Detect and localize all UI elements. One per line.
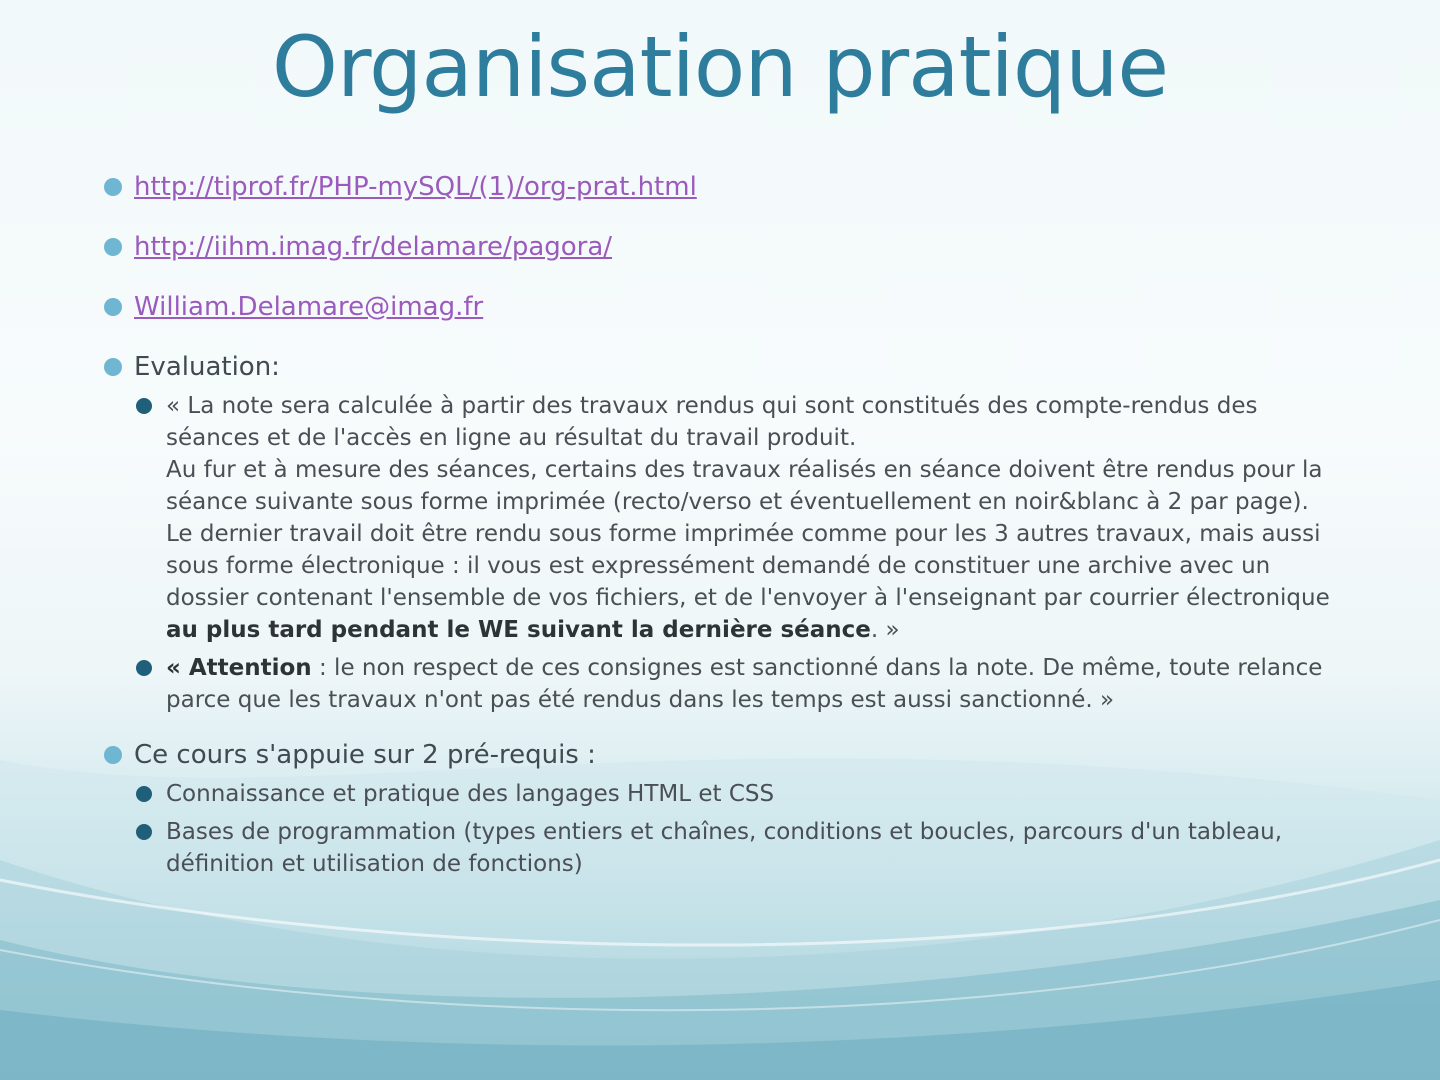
note-line: Au fur et à mesure des séances, certains des travaux réalisés en séance doivent être rendus pour la xyxy=(166,457,1323,483)
bullet-dot-icon xyxy=(104,746,122,764)
bullet-link-tiprof xyxy=(104,170,1334,204)
note-line: Le dernier travail doit être rendu sous forme imprimée comme pour les 3 autres travaux, mais aussi xyxy=(166,521,1321,547)
prereq-item-programming xyxy=(136,816,1334,880)
link-email[interactable]: William.Delamare@imag.fr xyxy=(134,292,484,322)
bullet-link-iihm xyxy=(104,230,1334,264)
slide-content xyxy=(104,170,1334,880)
bullet-dot-icon xyxy=(104,178,122,196)
bullet-dot-icon xyxy=(104,238,122,256)
bullet-dot-icon xyxy=(104,358,122,376)
link-iihm[interactable]: http://iihm.imag.fr/delamare/pagora/ xyxy=(134,232,613,262)
evaluation-note xyxy=(136,390,1334,646)
bullet-link-email xyxy=(104,290,1334,324)
note-line: « La note sera calculée à partir des travaux rendus qui sont constitués des compte-rendus des xyxy=(166,393,1258,419)
slide-title: Organisation pratique xyxy=(271,18,1169,116)
prereq-item-2-line-2: définition et utilisation de fonctions) xyxy=(166,851,583,877)
attention-text-2: parce que les travaux n'ont pas été rendus dans les temps est aussi sanctionné. » xyxy=(166,687,1115,713)
note-end: . » xyxy=(870,617,900,643)
bullet-dot-icon xyxy=(104,298,122,316)
attention-bold: « Attention xyxy=(166,655,312,681)
note-deadline-bold: au plus tard pendant le WE suivant la dernière séance xyxy=(166,617,871,643)
sub-bullet-dot-icon xyxy=(136,398,152,414)
bullet-prereq xyxy=(104,738,1334,772)
note-line: séance suivante sous forme imprimée (recto/verso et éventuellement en noir&blanc à 2 par page). xyxy=(166,489,1309,515)
sub-bullet-dot-icon xyxy=(136,786,152,802)
prereq-item-1-text: Connaissance et pratique des langages HTML et CSS xyxy=(166,781,775,807)
prereq-item-2-line-1: Bases de programmation (types entiers et chaînes, conditions et boucles, parcours d'un tableau, xyxy=(166,819,1283,845)
attention-line xyxy=(166,652,1334,684)
note-line: dossier contenant l'ensemble de vos fichiers, et de l'envoyer à l'enseignant par courrier électronique xyxy=(166,585,1330,611)
sub-bullet-dot-icon xyxy=(136,660,152,676)
note-line: séances et de l'accès en ligne au résultat du travail produit. xyxy=(166,425,857,451)
sub-bullet-dot-icon xyxy=(136,824,152,840)
prereq-item-html-css xyxy=(136,778,1334,810)
prereq-heading: Ce cours s'appuie sur 2 pré-requis : xyxy=(134,740,596,770)
attention-text-1: : le non respect de ces consignes est sanctionné dans la note. De même, toute relance xyxy=(311,655,1323,681)
note-last-line xyxy=(166,614,1334,646)
bullet-evaluation xyxy=(104,350,1334,384)
evaluation-heading: Evaluation: xyxy=(134,352,280,382)
evaluation-attention xyxy=(136,652,1334,716)
link-tiprof[interactable]: http://tiprof.fr/PHP-mySQL/(1)/org-prat.html xyxy=(134,172,697,202)
note-line: sous forme électronique : il vous est expressément demandé de constituer une archive avec un xyxy=(166,553,1271,579)
